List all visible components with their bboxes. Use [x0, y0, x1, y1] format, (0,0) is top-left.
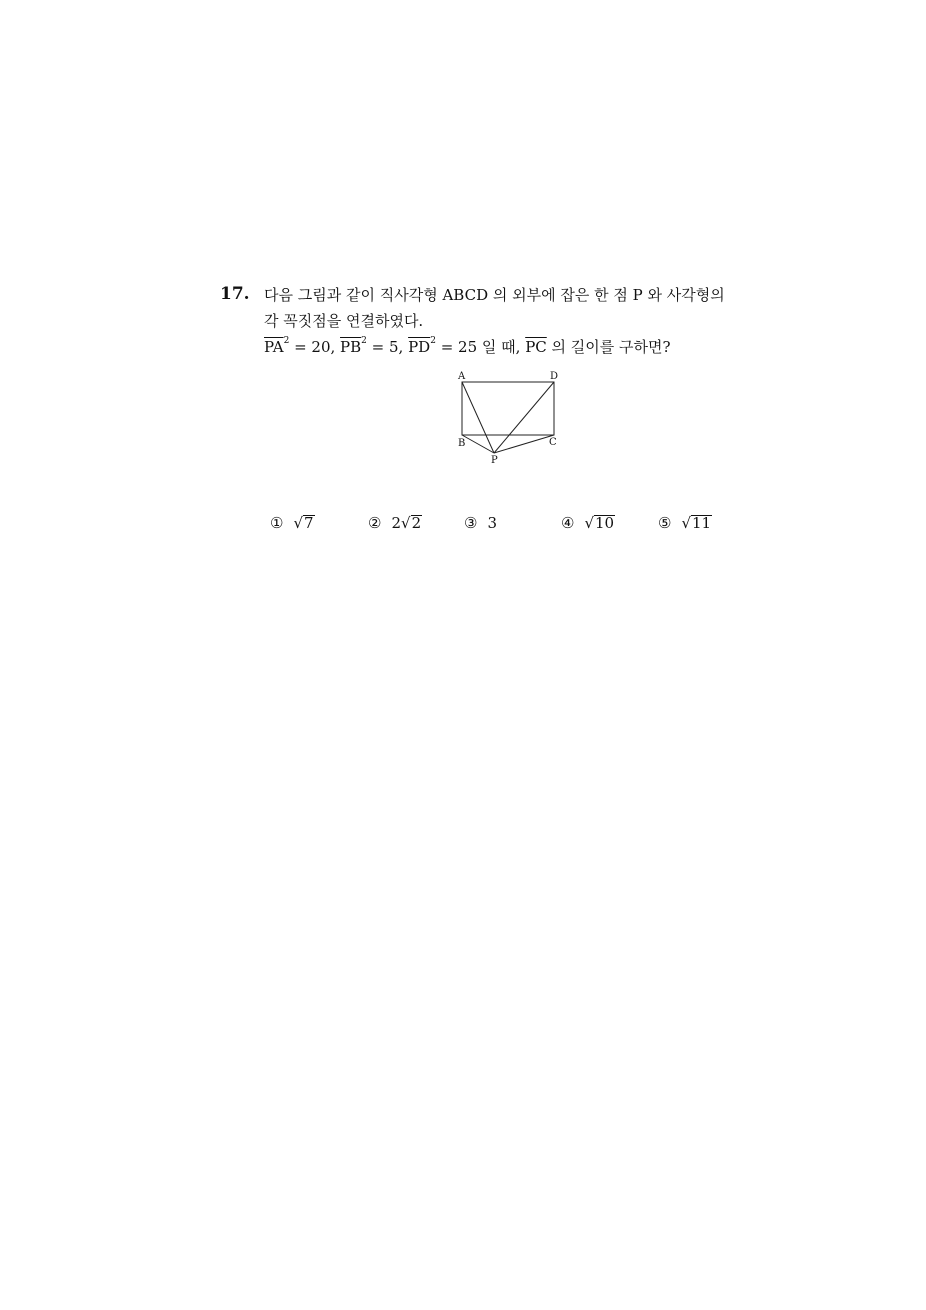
label-d: D — [550, 371, 559, 382]
sqrt-icon: √ — [584, 514, 595, 532]
choice-mark: ③ — [464, 514, 478, 532]
sqrt-icon: √ — [293, 514, 304, 532]
label-p: P — [491, 455, 498, 466]
choice-mark: ② — [368, 514, 382, 532]
rectangle-figure — [452, 368, 572, 472]
value-pd: = 25 일 때, — [435, 338, 526, 356]
label-c: C — [549, 437, 557, 448]
question-tail: 의 길이를 구하면? — [546, 338, 671, 356]
exponent-pb: 2 — [361, 336, 367, 346]
choice-4[interactable] — [561, 514, 615, 532]
figure-svg — [452, 368, 572, 468]
choice-mark: ⑤ — [658, 514, 672, 532]
choice-mark: ① — [270, 514, 284, 532]
segment-pa-line — [462, 382, 494, 453]
choice-mark: ④ — [561, 514, 575, 532]
radicand: 11 — [692, 514, 712, 532]
exponent-pd: 2 — [430, 336, 436, 346]
exponent-pa: 2 — [283, 336, 290, 346]
choice-3[interactable] — [464, 514, 497, 532]
segment-pb: $\overline{PB}$ — [340, 338, 362, 356]
statement-line-2: 각 꼭짓점을 연결하였다. — [264, 312, 424, 330]
segment-pd-line — [494, 382, 554, 453]
rectangle-abcd — [462, 382, 554, 435]
problem-number: 17. — [220, 284, 250, 304]
statement-conditions — [264, 334, 784, 360]
segment-pc: $\overline{PC}$ — [525, 338, 547, 356]
label-b: B — [458, 438, 466, 449]
radicand: 2 — [411, 514, 422, 532]
choice-2[interactable] — [368, 514, 422, 532]
segment-pd: $\overline{PD}$ — [408, 338, 431, 356]
statement-line-1: 다음 그림과 같이 직사각형 ABCD 의 외부에 잡은 한 점 P 와 사각형의 — [264, 286, 725, 304]
value-pb: = 5, — [366, 338, 409, 356]
choice-5[interactable] — [658, 514, 712, 532]
value-pa: = 20, — [289, 338, 341, 356]
choice-1[interactable] — [270, 514, 315, 532]
segment-pa: $\overline{PA}$ — [264, 338, 284, 356]
sqrt-icon: √ — [681, 514, 692, 532]
radicand: 10 — [595, 514, 615, 532]
choice-coef: 2 — [391, 514, 401, 532]
sqrt-icon: √ — [401, 514, 411, 532]
problem-statement — [264, 282, 784, 360]
label-a: A — [458, 371, 466, 382]
radicand: 7 — [304, 514, 314, 532]
segment-pc-line — [494, 435, 554, 453]
choice-value: 3 — [487, 514, 497, 532]
segment-pb-line — [462, 435, 494, 453]
